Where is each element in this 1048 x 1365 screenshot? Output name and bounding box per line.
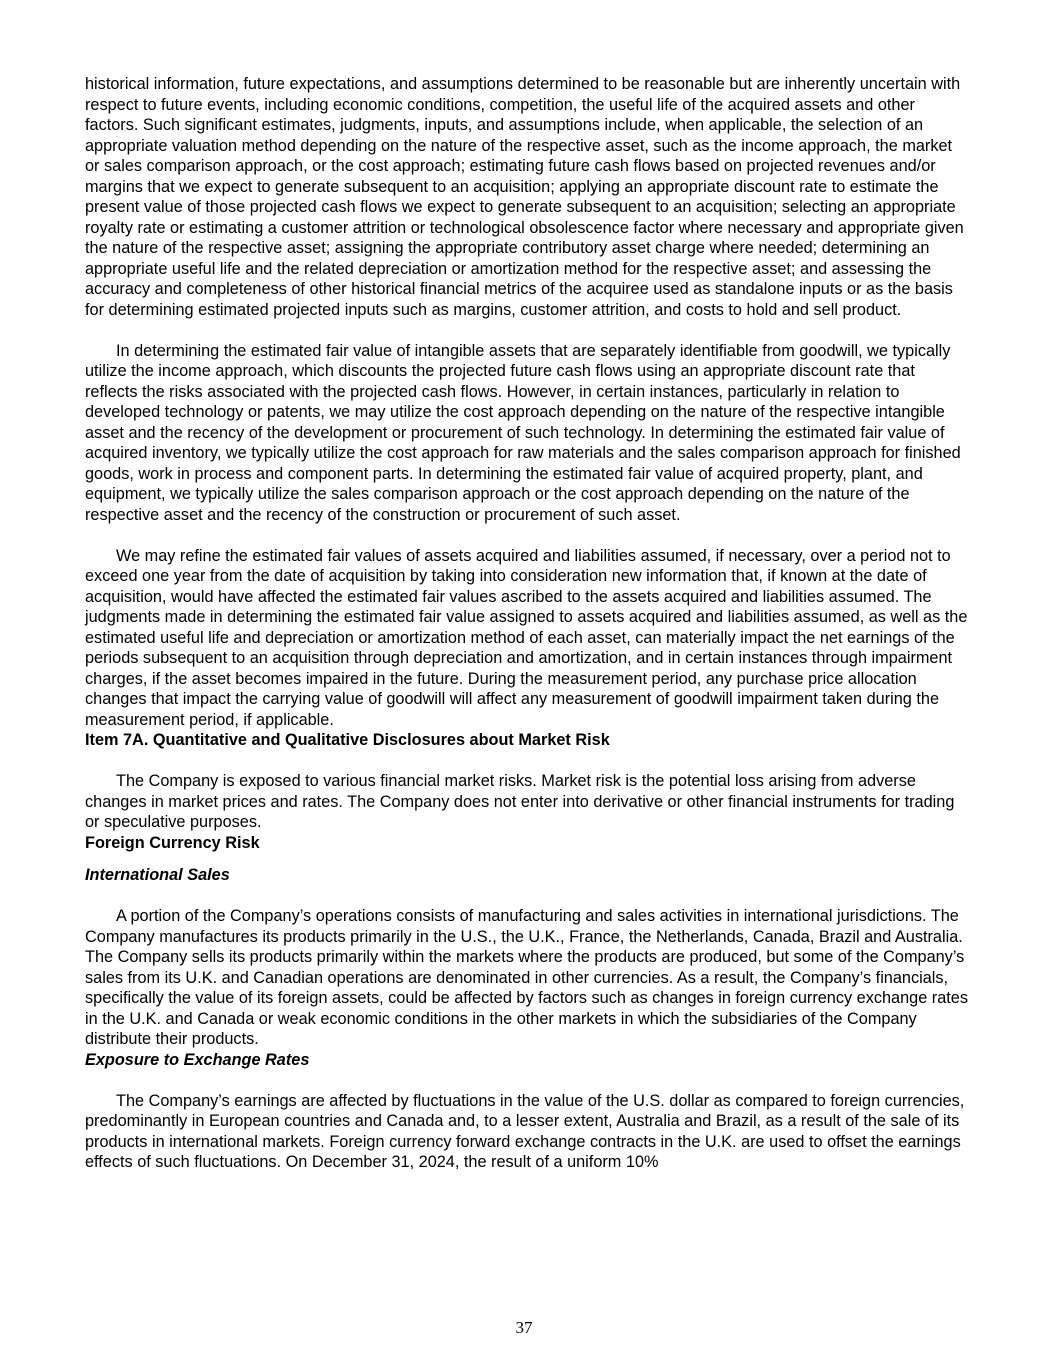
paragraph-intangible-assets: In determining the estimated fair value of intangible assets that are separately identifiable from goodwill, we typically utilize the income approach, which discounts the projected future cash flows using an appropriate discount rate that reflects the risks associated with the projected cash flows. However, in certain instances, particularly in relation to developed technology or patents, we may utilize the cost approach depending on the nature of the respective intangible asset and the recency of the development or procurement of such technology. In determining the estimated fair value of acquired inventory, we typically utilize the cost approach for raw materials and the sales comparison approach for finished goods, work in process and component parts. In determining the estimated fair value of acquired property, plant, and equipment, we typically utilize the sales comparison approach or the cost approach depending on the nature of the respective asset and the recency of the construction or procurement of such asset. (85, 341, 961, 524)
paragraph-valuation-estimates: historical information, future expectations, and assumptions determined to be reasonable but are inherently uncertain with respect to future events, including economic conditions, competition, the useful life of the acquired assets and other factors. Such significant estimates, judgments, inputs, and assumptions include, when applicable, the selection of an appropriate valuation method depending on the nature of the respective asset, such as the income approach, the market or sales comparison approach, or the cost approach; estimating future cash flows based on projected revenues and/or margins that we expect to generate subsequent to an acquisition; applying an appropriate discount rate to estimate the present value of those projected cash flows we expect to generate subsequent to an acquisition; selecting an appropriate royalty rate or estimating a customer attrition or technological obsolescence factor where necessary and appropriate given the nature of the respective asset; assigning the appropriate contributory asset charge where needed; determining an appropriate useful life and the related depreciation or amortization method for the respective asset; and assessing the accuracy and completeness of other historical financial metrics of the acquiree used as standalone inputs or as the basis for determining estimated projected inputs such as margins, customer attrition, and costs to hold and sell product. (85, 75, 964, 319)
paragraph-exchange-rates: The Company’s earnings are affected by fluctuations in the value of the U.S. dollar as compared to foreign currencies, predominantly in European countries and Canada and, to a lesser extent, Australia and Brazil, as a result of the sale of its products in international markets. Foreign currency forward exchange contracts in the U.K. are used to offset the earnings effects of such fluctuations. On December 31, 2024, the result of a uniform 10% (85, 1091, 965, 1171)
heading-exposure-exchange-rates: Exposure to Exchange Rates (85, 1050, 310, 1069)
document-body (85, 74, 970, 1173)
page-number: 37 (515, 1318, 533, 1337)
heading-international-sales: International Sales (85, 866, 230, 884)
heading-item-7a: Item 7A. Quantitative and Qualitative Disclosures about Market Risk (85, 731, 610, 749)
paragraph-refine-fair-values: We may refine the estimated fair values of assets acquired and liabilities assumed, if necessary, over a period not to exceed one year from the date of acquisition by taking into consideration new information that, if known at the date of acquisition, would have affected the estimated fair values ascribed to the assets acquired and liabilities assumed. The judgments made in determining the estimated fair value assigned to assets acquired and liabilities assumed, as well as the estimated useful life and depreciation or amortization method of each asset, can materially impact the net earnings of the periods subsequent to an acquisition through depreciation and amortization, and in certain instances through impairment charges, if the asset becomes impaired in the future. During the measurement period, any purchase price allocation changes that impact the carrying value of goodwill will affect any measurement of goodwill impairment taken during the measurement period, if applicable. (85, 546, 968, 729)
heading-foreign-currency-risk: Foreign Currency Risk (85, 833, 260, 852)
paragraph-international-sales: A portion of the Company’s operations consists of manufacturing and sales activities in international jurisdictions. The Company manufactures its products primarily in the U.S., the U.K., France, the Netherlands, Canada, Brazil and Australia. The Company sells its products primarily within the markets where the products are produced, but some of the Company’s sales from its U.K. and Canadian operations are denominated in other currencies. As a result, the Company’s financials, specifically the value of its foreign assets, could be affected by factors such as changes in foreign currency exchange rates in the U.K. and Canada or weak economic conditions in the other markets in which the subsidiaries of the Company distribute their products. (85, 907, 968, 1048)
paragraph-market-risk: The Company is exposed to various financial market risks. Market risk is the potential loss arising from adverse changes in market prices and rates. The Company does not enter into derivative or other financial instruments for trading or speculative purposes. (85, 772, 955, 831)
